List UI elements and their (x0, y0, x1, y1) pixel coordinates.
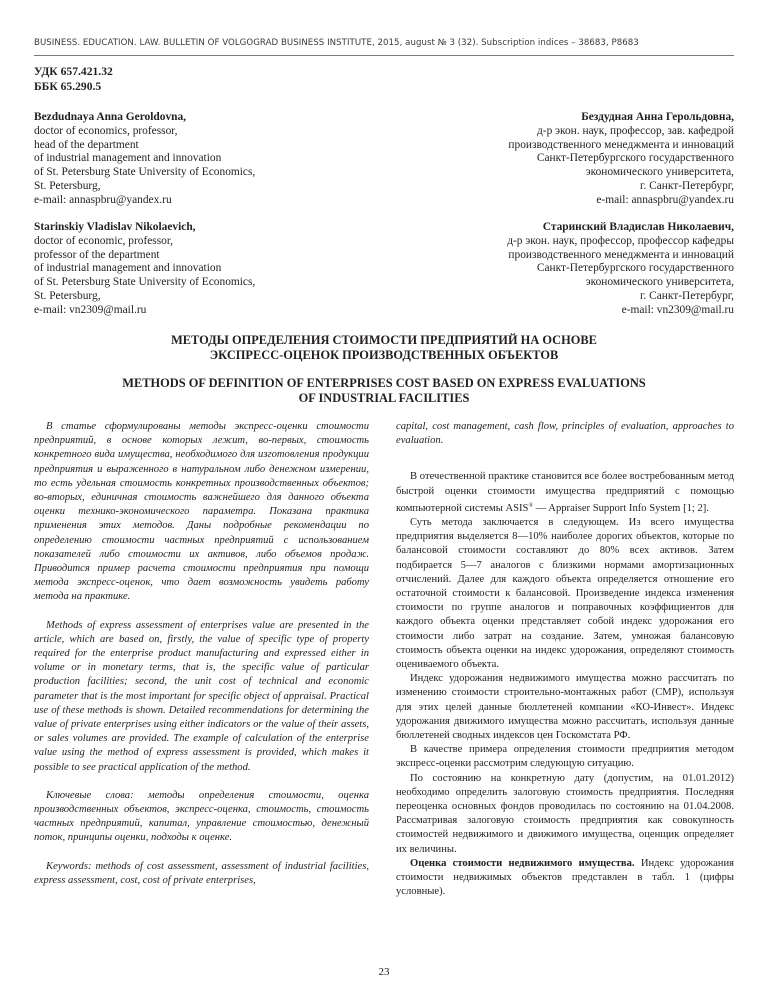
author-degree: д-р экон. наук, профессор, профессор кафедры (507, 234, 734, 247)
p1-text: В отечественной практике становится все более востребованным метод быстрой оценки стоимости имущества предприятий с помощью компьютерной системы ASIS (396, 471, 734, 514)
section-lead: Оценка стоимости недвижимого имущества. (410, 857, 635, 869)
author-department: of industrial management and innovation (34, 152, 222, 165)
author-name: Starinskiy Vladislav Nikolaevich, (34, 221, 196, 233)
spacer (396, 448, 734, 470)
p1-tail: — Appraiser Support Info System [1; 2]. (533, 502, 709, 514)
keywords-en-continued: capital, cost management, cash flow, principles of evaluation, approaches to evaluation. (396, 421, 734, 447)
author-university: of St. Petersburg State University of Economics, (34, 276, 256, 289)
bbk-code: ББК 65.290.5 (34, 80, 102, 93)
author-2-en (34, 221, 255, 318)
author-department: of industrial management and innovation (34, 262, 222, 275)
author-name: Бездудная Анна Герольдовна, (581, 111, 734, 123)
author-city: г. Санкт-Петербург, (640, 289, 734, 302)
author-department: производственного менеджмента и инноваций (508, 248, 734, 261)
author-university: Санкт-Петербургского государственного (536, 262, 734, 275)
title-line: МЕТОДЫ ОПРЕДЕЛЕНИЯ СТОИМОСТИ ПРЕДПРИЯТИЙ НА ОСНОВЕ (171, 333, 597, 347)
author-city: St. Petersburg, (34, 179, 101, 192)
author-department: производственного менеджмента и инноваций (508, 138, 734, 151)
author-university: of St. Petersburg State University of Economics, (34, 166, 256, 179)
body-paragraph-2: Суть метода заключается в следующем. Из всего имущества предприятия выделяется 8—10% наиболее дорогих объектов, которые по балансовой стоимости составляют до 80% всех активов. Затем подбирается 5—7 аналогов с близкими нормами амортизационных отчислений. Далее для каждого объекта определяется отношение его остаточной стоимости к балансовой. Произведение индекса изменения стоимости по группе аналогов и поправочных коэффициентов для каждого объекта оценки представляет собой индекс удорожания его стоимости либо затрат на создание. Затем, умножая балансовую стоимость объекта оценки на индекс удорожания, определяют стоимость оцениваемого объекта. (396, 517, 734, 671)
title-line: OF INDUSTRIAL FACILITIES (298, 391, 470, 405)
abstract-ru: В статье сформулированы методы экспресс-оценки стоимости предприятий, в основе которых лежит, во-первых, стоимость конкретного вида имущества, необходимого для изготовления продукции предприятия и выраженного в натуральном либо денежном измерении, то есть удельная стоимость конкретных производственных объектов; во-вторых, единичная стоимость важнейшего для данного объекта оценки технико-экономического параметра. Показана практика применения этих методов. Даны подробные рекомендации по определению стоимости частных предприятий с использованием показателей либо стоимости их активов, либо объемов продаж. Приводится пример расчета стоимости предприятия при помощи метода экспресс-оценок, что дает возможность увидеть работу метода на практике. (34, 421, 369, 603)
body-paragraph-3: Индекс удорожания недвижимого имущества можно рассчитать по изменению стоимости строительно-монтажных работ (СМР), используя для этих целей данные бюллетеней компании «КО-Инвест». Индекс удорожания движимого имущества можно рассчитать, используя данные бюллетеней сводных индексов цен Госкомстата РФ. (396, 673, 734, 742)
body-paragraph-4: В качестве примера определения стоимости предприятия методом экспресс-оценки рассмотрим следующую ситуацию. (396, 744, 734, 770)
author-email[interactable]: e-mail: annaspbru@yandex.ru (596, 193, 734, 206)
registered-mark: ® (528, 502, 533, 509)
author-degree: doctor of economics, professor, (34, 124, 178, 137)
author-email[interactable]: e-mail: vn2309@mail.ru (34, 303, 147, 316)
body-paragraph-6 (396, 857, 734, 900)
author-1-ru (508, 111, 734, 208)
spacer (34, 605, 369, 619)
keywords-en: Keywords: methods of cost assessment, assessment of industrial facilities, express assessment, cost, cost of private enterprises, (34, 860, 369, 886)
keywords-ru: Ключевые слова: методы определения стоимости, оценка производственных объектов, экспресс-оценка, стоимость, стоимость частных предприятий, капитал, управление стоимостью, денежный поток, принципы оценки, подходы к оценке. (34, 789, 369, 844)
page-number: 23 (378, 966, 390, 978)
spacer (34, 775, 369, 789)
author-degree: doctor of economic, professor, (34, 234, 174, 247)
spacer (34, 846, 369, 860)
title-line: METHODS OF DEFINITION OF ENTERPRISES COST BASED ON EXPRESS EVALUATIONS (122, 376, 646, 390)
author-name: Bezdudnaya Anna Geroldovna, (34, 111, 187, 123)
p6-text: Индекс удорожания стоимости недвижимых объектов представлен в табл. 1 (цифры условные). (396, 857, 734, 898)
classification-codes (34, 64, 113, 94)
udc-code: УДК 657.421.32 (34, 65, 113, 78)
author-1-en (34, 111, 255, 208)
author-name: Старинский Владислав Николаевич, (542, 221, 734, 233)
article-title-en (34, 376, 734, 406)
body-paragraph-5: По состоянию на конкретную дату (допустим, на 01.01.2012) необходимо определить залоговую стоимость предприятия. Последняя переоценка основных фондов проводилась по состоянию на 01.04.2008. Рассматривая залоговую стоимость предприятия как совокупность стоимостей недвижимого и движимого имущества, оценщик определяет их величины. (396, 772, 734, 855)
title-line: ЭКСПРЕСС-ОЦЕНОК ПРОИЗВОДСТВЕННЫХ ОБЪЕКТОВ (209, 348, 559, 362)
author-university-cont: экономического университета, (585, 166, 734, 179)
right-column (396, 420, 734, 900)
author-degree: д-р экон. наук, профессор, зав. кафедрой (537, 124, 734, 137)
abstract-en: Methods of express assessment of enterprises value are presented in the article, which are based on, firstly, the value of specific type of property required for the enterprise product manufacturing and expressed either in volume or in monetary terms, that is, the specific value of particular production facilities; second, the unit cost of technical and economic parameter that is the most important for specific object of appraisal. Practical use of these methods is shown. Detailed recommendations for determining the value of private enterprises using either indicators or the value of their assets, or sales volumes are provided. The example of calculation of the enterprise value using the method of express assessment is provided, which makes it possible to see practical application of the method. (34, 619, 369, 773)
author-city: г. Санкт-Петербург, (640, 179, 734, 192)
article-title-ru (34, 333, 734, 363)
author-position: professor of the department (34, 248, 160, 261)
author-university: Санкт-Петербургского государственного (536, 152, 734, 165)
author-email[interactable]: e-mail: vn2309@mail.ru (621, 303, 734, 316)
author-university-cont: экономического университета, (585, 276, 734, 289)
author-email[interactable]: e-mail: annaspbru@yandex.ru (34, 193, 172, 206)
left-column (34, 420, 369, 888)
author-2-ru (507, 221, 734, 318)
author-city: St. Petersburg, (34, 289, 101, 302)
body-paragraph-1 (396, 470, 734, 516)
author-position: head of the department (34, 138, 139, 151)
running-head: BUSINESS. EDUCATION. LAW. BULLETIN OF VOLGOGRAD BUSINESS INSTITUTE, 2015, august № 3 (32). Subscription indices – 38683, P8683 (34, 38, 639, 48)
header-rule (34, 55, 734, 56)
